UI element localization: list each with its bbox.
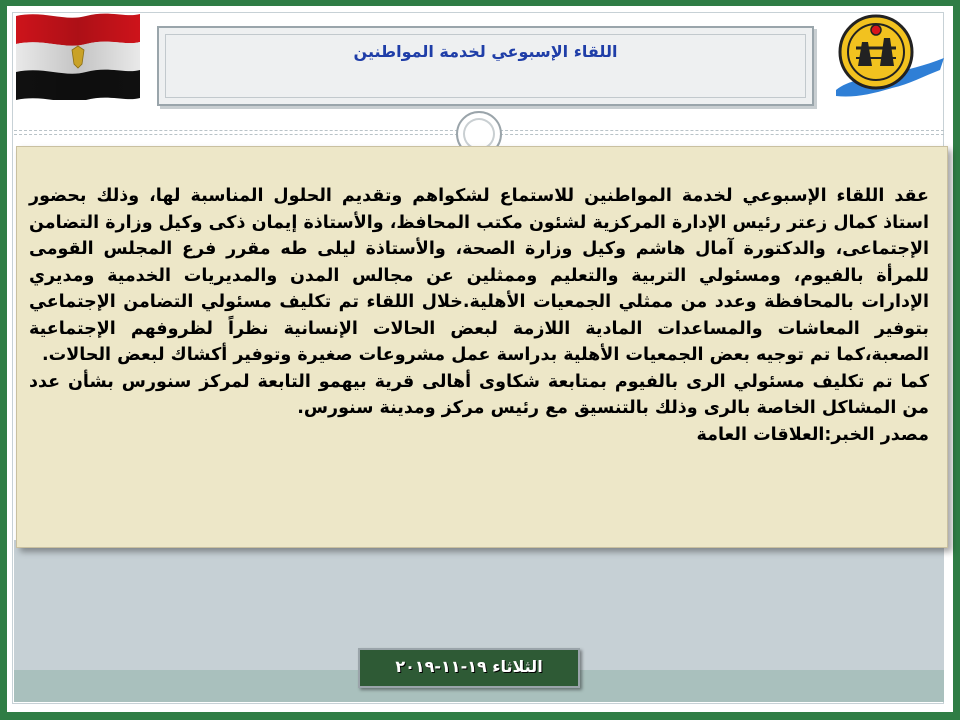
date-label: الثلاثاء ١٩-١١-٢٠١٩ [395, 657, 543, 676]
slide-title: اللقاء الإسبوعي لخدمة المواطنين [353, 42, 618, 61]
news-source: مصدر الخبر:العلاقات العامة [696, 424, 929, 445]
news-body [29, 183, 929, 448]
title-box [157, 26, 814, 106]
egypt-flag-icon [14, 12, 142, 100]
frame-right [953, 0, 960, 720]
governorate-logo-icon [828, 8, 948, 106]
date-box [358, 648, 580, 688]
frame-left [0, 0, 7, 720]
news-paragraph-2: كما تم تكليف مسئولي الرى بالفيوم بمتابعة شكاوى أهالى قرية بيهمو التابعة لمركز سنورس بشأن عدد من المشاكل الخاصة بالرى وذلك بالتنسيق مع رئيس مركز ومدينة سنورس. [29, 371, 929, 418]
news-content-box [16, 146, 948, 548]
frame-top [0, 0, 960, 6]
frame-bottom [0, 712, 960, 720]
news-paragraph-1: عقد اللقاء الإسبوعي لخدمة المواطنين للاستماع لشكواهم وتقديم الحلول المناسبة لها، وذلك بحضور استاذ كمال زعتر رئيس الإدارة المركزية لشئون مكتب المحافظ، والأستاذة إيمان ذكى وكيل وزارة التضامن الإجتماعى، والدكتورة آمال هاشم وكيل وزارة الصحة، والأستاذة ليلى طه مقرر فرع المجلس القومى للمرأة بالفيوم، ومسئولي التربية والتعليم وممثلين عن مجالس المدن والمديريات الخدمية ومديري الإدارات بالمحافظة وعدد من ممثلي الجمعيات الأهلية.خلال اللقاء تم تكليف مسئولي التضامن الإجتماعي بتوفير المعاشات والمساعدات المادية اللازمة لبعض الحالات الإنسانية نظراً لظروفهم الإجتماعية الصعبة،كما تم توجيه بعض الجمعيات الأهلية بدراسة عمل مشروعات صغيرة وتوفير أكشاك لبعض الحالات. [29, 186, 929, 365]
